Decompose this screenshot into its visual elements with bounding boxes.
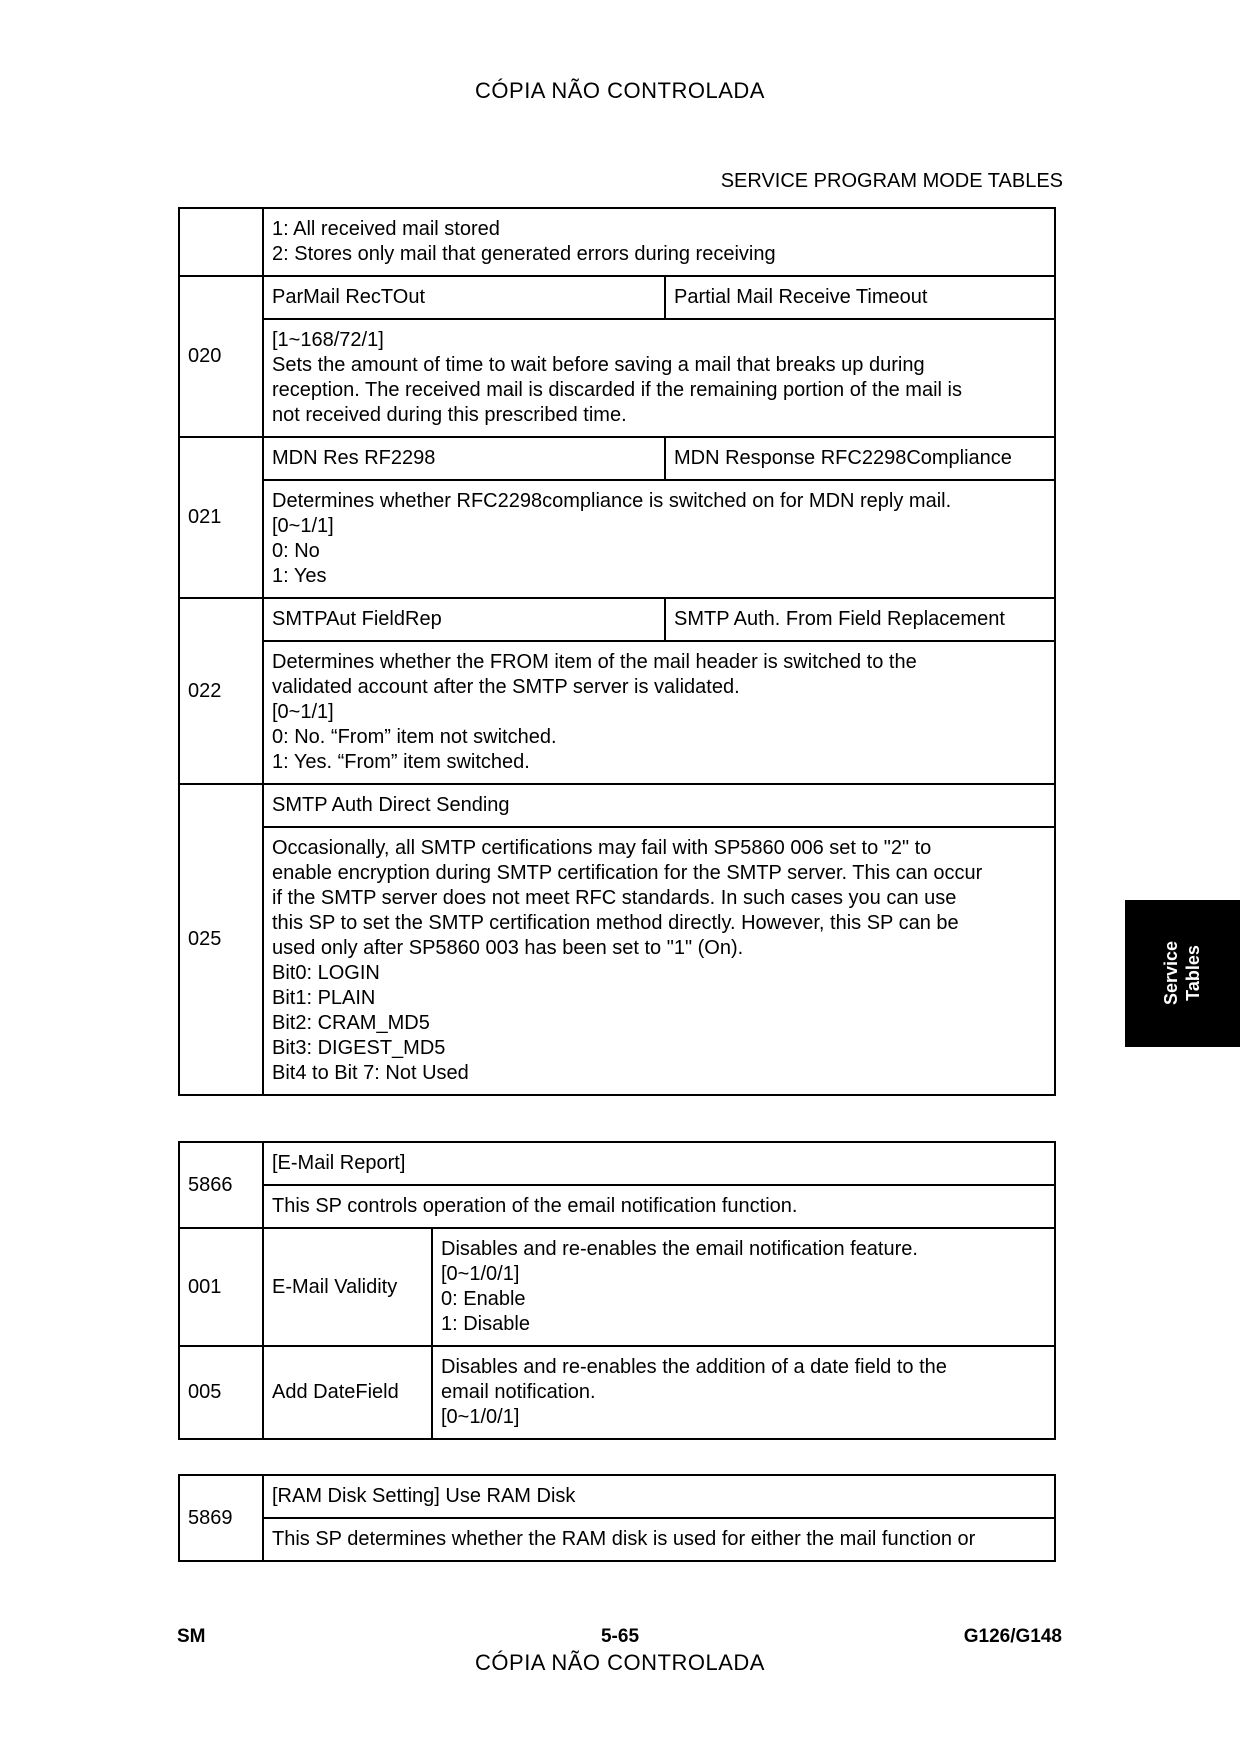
intro-line: 2: Stores only mail that generated errors during receiving <box>272 243 776 265</box>
description-line: Bit0: LOGIN <box>272 962 380 984</box>
description-line: [1~168/72/1] <box>272 329 384 351</box>
table-row-022-desc <box>179 641 1055 784</box>
sp-code: 021 <box>179 437 263 598</box>
description-line: Bit1: PLAIN <box>272 987 376 1009</box>
description-line: Determines whether the FROM item of the mail header is switched to the <box>272 651 917 673</box>
sp-full-name: SMTP Auth. From Field Replacement <box>665 598 1055 641</box>
sp-table-email-report <box>178 1141 1056 1440</box>
sp-name: MDN Res RF2298 <box>263 437 665 480</box>
description-line: Disables and re-enables the addition of a date field to the <box>441 1356 947 1378</box>
description-line: validated account after the SMTP server is validated. <box>272 676 740 698</box>
table-row-025-header <box>179 784 1055 827</box>
sp-description <box>432 1228 1055 1346</box>
sp-description <box>263 319 1055 437</box>
table-row-5866-title <box>179 1142 1055 1185</box>
description-line: Occasionally, all SMTP certifications may fail with SP5860 006 set to "2" to <box>272 837 932 859</box>
sp-name: SMTPAut FieldRep <box>263 598 665 641</box>
description-line: if the SMTP server does not meet RFC standards. In such cases you can use <box>272 887 957 909</box>
sp-description <box>432 1346 1055 1439</box>
sp-description <box>263 480 1055 598</box>
description-line: Bit3: DIGEST_MD5 <box>272 1037 446 1059</box>
intro-line: 1: All received mail stored <box>272 218 500 240</box>
description-line: 0: No. “From” item not switched. <box>272 726 557 748</box>
table-row-005 <box>179 1346 1055 1439</box>
sp-code: 005 <box>179 1346 263 1439</box>
table-row-5869-desc <box>179 1518 1055 1561</box>
footer-page-number: 5-65 <box>600 1626 640 1647</box>
table-row-021-header <box>179 437 1055 480</box>
description-line: email notification. <box>441 1381 596 1403</box>
table-row-001 <box>179 1228 1055 1346</box>
sp-name: ParMail RecTOut <box>263 276 665 319</box>
empty-code-cell <box>179 208 263 276</box>
description-line: Sets the amount of time to wait before saving a mail that breaks up during <box>272 354 925 376</box>
sp-code: 5869 <box>179 1475 263 1561</box>
sp-name: SMTP Auth Direct Sending <box>263 784 1055 827</box>
table-row-020-header <box>179 276 1055 319</box>
description-line: Disables and re-enables the email notification feature. <box>441 1238 918 1260</box>
sp-full-name: MDN Response RFC2298Compliance <box>665 437 1055 480</box>
description-line: [0~1/0/1] <box>441 1263 520 1285</box>
watermark-bottom: CÓPIA NÃO CONTROLADA <box>475 1650 765 1675</box>
side-tab-line: Tables <box>1183 945 1203 1001</box>
footer-manual-code: SM <box>177 1626 206 1647</box>
description-line: reception. The received mail is discarded if the remaining portion of the mail is <box>272 379 962 401</box>
description-line: used only after SP5860 003 has been set to "1" (On). <box>272 937 744 959</box>
description-line: [0~1/0/1] <box>441 1406 520 1428</box>
description-line: enable encryption during SMTP certification for the SMTP server. This can occur <box>272 862 983 884</box>
description-line: [0~1/1] <box>272 701 334 723</box>
description-line: this SP to set the SMTP certification method directly. However, this SP can be <box>272 912 959 934</box>
description-line: 0: No <box>272 540 320 562</box>
description-line: 1: Yes. “From” item switched. <box>272 751 530 773</box>
description-line: 1: Disable <box>441 1313 530 1335</box>
sp-title: [E-Mail Report] <box>263 1142 1055 1185</box>
watermark-top: CÓPIA NÃO CONTROLADA <box>475 78 765 103</box>
description-line: 1: Yes <box>272 565 327 587</box>
section-side-tab <box>1125 900 1240 1047</box>
running-header: SERVICE PROGRAM MODE TABLES <box>720 170 1063 192</box>
description-line: Bit2: CRAM_MD5 <box>272 1012 430 1034</box>
table-row-021-desc <box>179 480 1055 598</box>
intro-cell <box>263 208 1055 276</box>
sp-title: [RAM Disk Setting] Use RAM Disk <box>263 1475 1055 1518</box>
side-tab-line: Service <box>1161 940 1181 1006</box>
table-row-020-desc <box>179 319 1055 437</box>
description-line: [0~1/1] <box>272 515 334 537</box>
footer-model-codes: G126/G148 <box>963 1626 1062 1647</box>
sp-description <box>263 827 1055 1095</box>
sp-code: 025 <box>179 784 263 1095</box>
side-tab-label <box>1160 941 1204 1005</box>
sp-code: 001 <box>179 1228 263 1346</box>
sp-description <box>263 641 1055 784</box>
sp-code: 020 <box>179 276 263 437</box>
description-line: 0: Enable <box>441 1288 526 1310</box>
sp-code: 5866 <box>179 1142 263 1228</box>
table-row-5866-desc <box>179 1185 1055 1228</box>
table-row-5869-title <box>179 1475 1055 1518</box>
sp-name: Add DateField <box>263 1346 432 1439</box>
table-row-022-header <box>179 598 1055 641</box>
sp-code: 022 <box>179 598 263 784</box>
table-row-intro <box>179 208 1055 276</box>
sp-full-name: Partial Mail Receive Timeout <box>665 276 1055 319</box>
sp-table-ram-disk <box>178 1474 1056 1562</box>
sp-table-mail-settings <box>178 207 1056 1096</box>
sp-description: This SP controls operation of the email notification function. <box>263 1185 1055 1228</box>
description-line: Bit4 to Bit 7: Not Used <box>272 1062 469 1084</box>
description-line: Determines whether RFC2298compliance is switched on for MDN reply mail. <box>272 490 952 512</box>
table-row-025-desc <box>179 827 1055 1095</box>
description-line: not received during this prescribed time. <box>272 404 627 426</box>
sp-name: E-Mail Validity <box>263 1228 432 1346</box>
sp-description: This SP determines whether the RAM disk is used for either the mail function or <box>263 1518 1055 1561</box>
